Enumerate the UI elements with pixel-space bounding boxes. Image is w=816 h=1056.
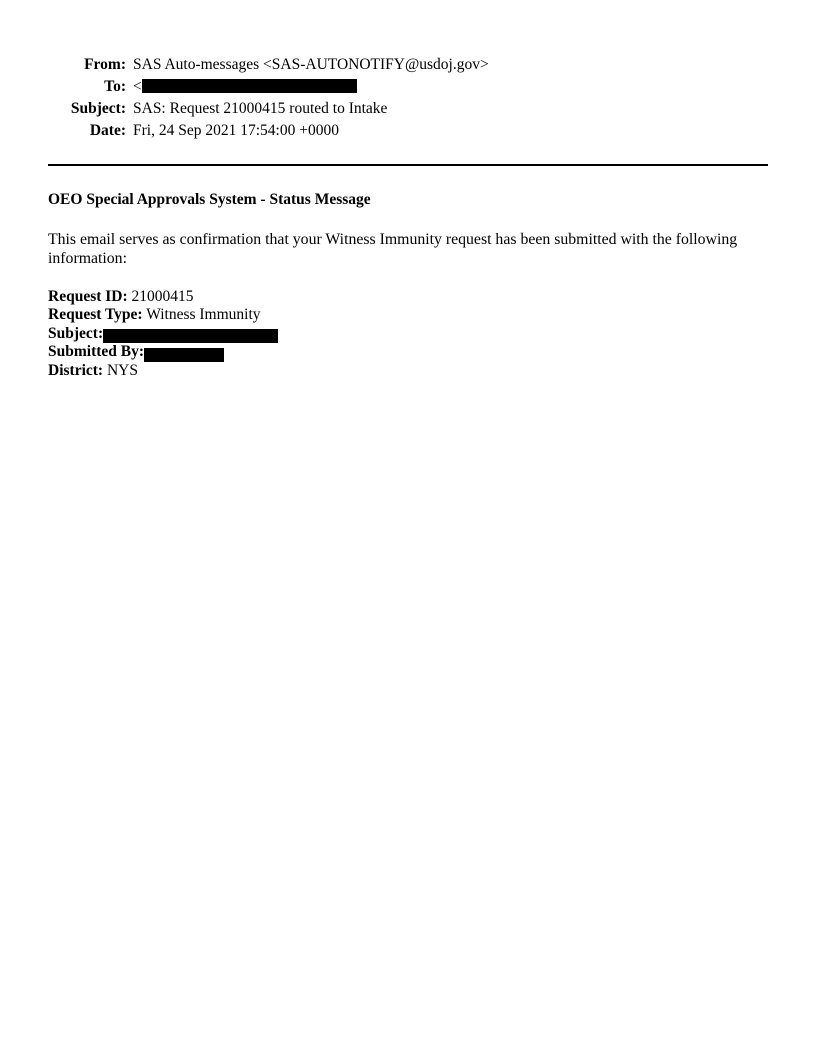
header-label-from: From: [84, 56, 126, 73]
redaction-bar-subject [103, 329, 278, 343]
email-header [48, 54, 768, 142]
field-value-request-id: 21000415 [131, 288, 194, 305]
header-row-date [48, 120, 768, 142]
field-label-request-id: Request ID: [48, 288, 128, 305]
field-label-submitted-by: Submitted By: [48, 343, 145, 361]
field-submitted-by [48, 343, 754, 361]
body-title: OEO Special Approvals System - Status Message [48, 191, 371, 208]
body-paragraph: This email serves as confirmation that your Witness Immunity request has been submitted with the following information: [48, 231, 738, 267]
redaction-bar-submitted-by [144, 348, 224, 362]
field-request-id [48, 288, 754, 306]
header-value-to-text: < [133, 78, 142, 95]
header-value-subject: SAS: Request 21000415 routed to Intake [133, 100, 388, 117]
header-row-from [48, 54, 768, 76]
header-value-to [133, 76, 768, 98]
header-label-date: Date: [89, 122, 126, 139]
field-value-district: NYS [106, 361, 138, 379]
header-label-subject: Subject: [70, 100, 126, 117]
header-value-date: Fri, 24 Sep 2021 17:54:00 +0000 [133, 122, 339, 139]
field-request-type [48, 306, 754, 324]
field-district [48, 362, 754, 380]
request-details-list [48, 288, 754, 380]
header-divider [48, 164, 768, 166]
field-label-subject: Subject: [48, 324, 104, 342]
header-row-subject [48, 98, 768, 120]
header-value-from: SAS Auto-messages <SAS-AUTONOTIFY@usdoj.gov> [133, 56, 489, 73]
header-label-to: To: [104, 78, 126, 95]
field-label-request-type: Request Type: [48, 306, 143, 324]
field-value-request-type: Witness Immunity [146, 306, 261, 324]
field-subject [48, 325, 754, 343]
email-body [48, 190, 754, 380]
redaction-bar-to [142, 79, 357, 93]
header-row-to [48, 76, 768, 98]
field-label-district: District: [48, 361, 104, 379]
